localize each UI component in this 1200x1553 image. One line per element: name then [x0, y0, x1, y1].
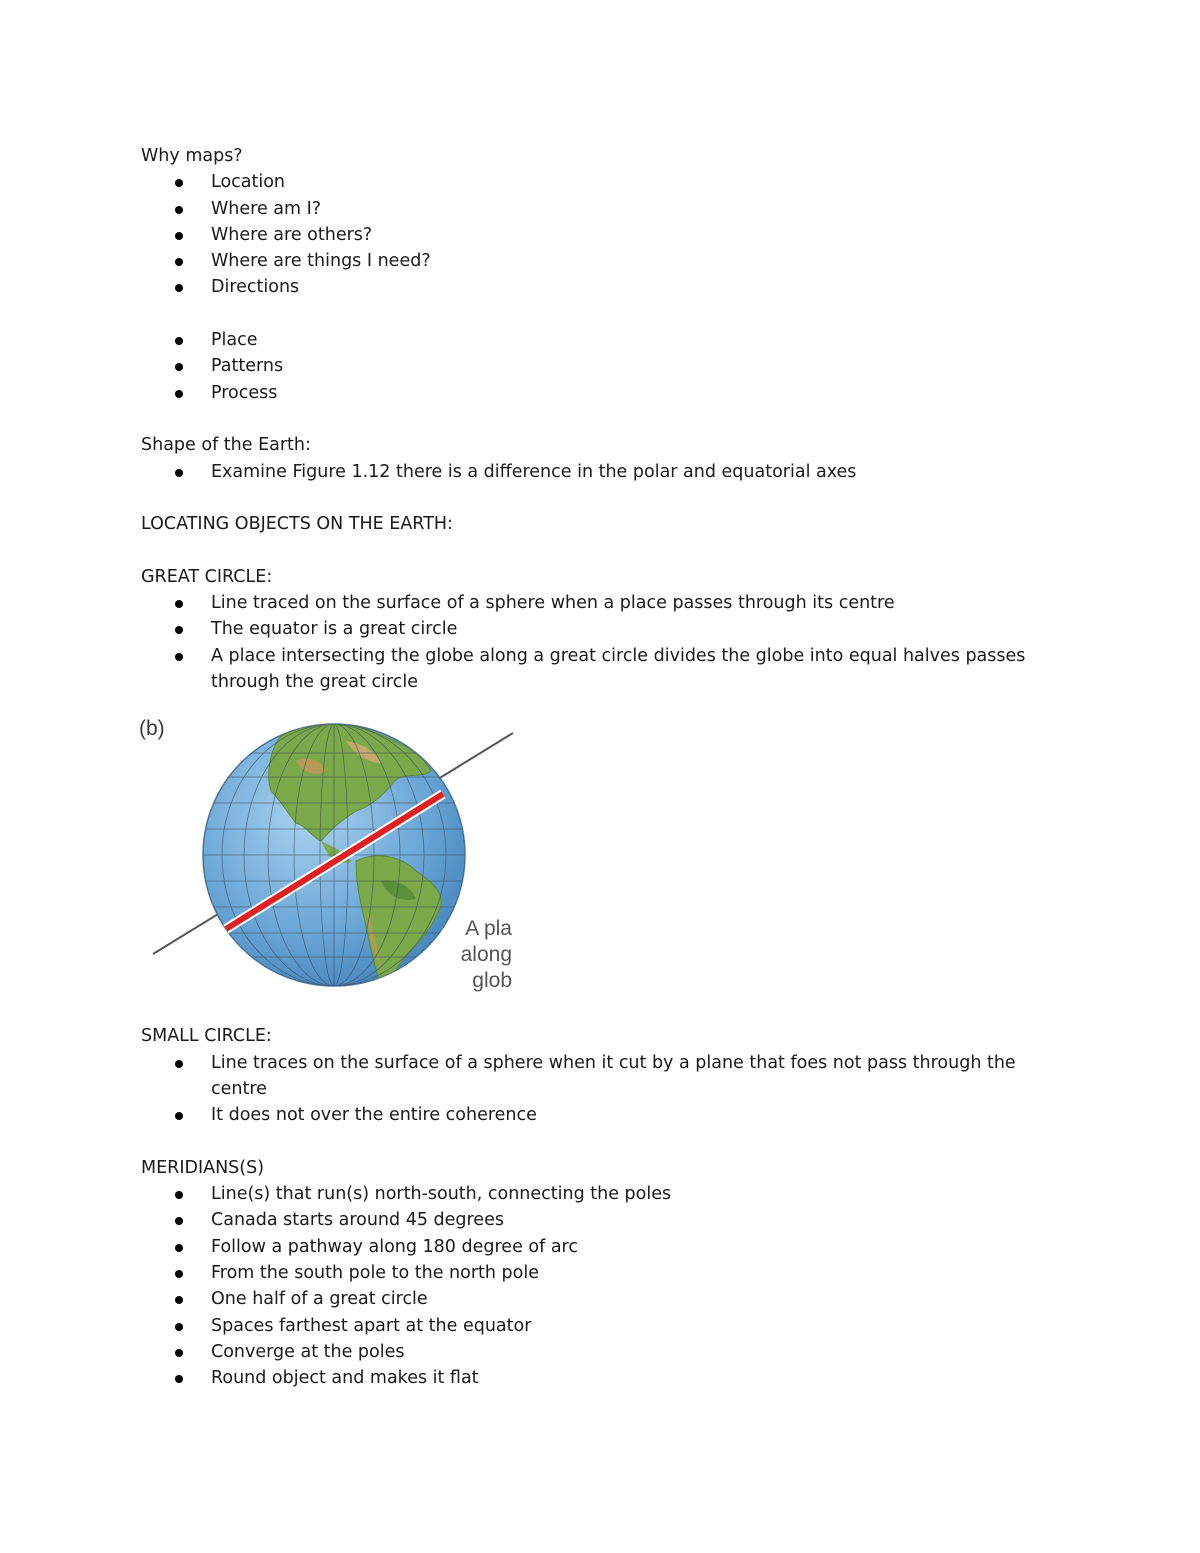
list-item: Spaces farthest apart at the equator: [141, 1313, 1041, 1339]
bullet-icon: [175, 1296, 183, 1304]
shape-heading: Shape of the Earth:: [141, 435, 311, 456]
list-item: Round object and makes it flat: [141, 1365, 1041, 1391]
bullet-icon: [175, 1112, 183, 1120]
document-page: [141, 143, 1041, 1391]
bullet-icon: [175, 1244, 183, 1252]
bullet-icon: [175, 284, 183, 292]
bullet-icon: [175, 179, 183, 187]
globe-figure: [131, 711, 531, 1001]
list-item: Examine Figure 1.12 there is a difference in the polar and equatorial axes: [141, 459, 1041, 485]
bullet-icon: [175, 1349, 183, 1357]
list-item: Location: [141, 169, 1041, 195]
shape-list: [141, 459, 1041, 485]
list-item: Line traces on the surface of a sphere when it cut by a plane that foes not pass through the centre: [141, 1050, 1041, 1103]
list-item: Where are others?: [141, 222, 1041, 248]
figure-label: (b): [139, 717, 165, 741]
why-maps-heading: Why maps?: [141, 146, 243, 166]
locating-heading: LOCATING OBJECTS ON THE EARTH:: [141, 514, 453, 535]
bullet-icon: [175, 337, 183, 345]
list-item: Converge at the poles: [141, 1339, 1041, 1365]
list-item: It does not over the entire coherence: [141, 1102, 1041, 1128]
bullet-icon: [175, 1217, 183, 1225]
bullet-icon: [175, 600, 183, 608]
meridians-heading: MERIDIANS(S): [141, 1157, 265, 1178]
list-item: A place intersecting the globe along a great circle divides the globe into equal halves passes through the great circle: [141, 643, 1041, 696]
list-item: Line(s) that run(s) north-south, connecting the poles: [141, 1181, 1041, 1207]
bullet-icon: [175, 469, 183, 477]
bullet-icon: [175, 1270, 183, 1278]
bullet-icon: [175, 390, 183, 398]
why-maps-list-2: [141, 327, 1041, 406]
bullet-icon: [175, 1323, 183, 1331]
list-item: One half of a great circle: [141, 1286, 1041, 1312]
list-item: Follow a pathway along 180 degree of arc: [141, 1234, 1041, 1260]
list-item: Where are things I need?: [141, 248, 1041, 274]
figure-caption: A pla along glob: [460, 917, 512, 993]
list-item: From the south pole to the north pole: [141, 1260, 1041, 1286]
list-item: The equator is a great circle: [141, 616, 1041, 642]
great-circle-list: [141, 590, 1041, 695]
bullet-icon: [175, 1060, 183, 1068]
list-item: Patterns: [141, 353, 1041, 379]
bullet-icon: [175, 258, 183, 266]
bullet-icon: [175, 363, 183, 371]
list-item: Where am I?: [141, 196, 1041, 222]
list-item: Canada starts around 45 degrees: [141, 1207, 1041, 1233]
list-item: Process: [141, 380, 1041, 406]
list-item: Line traced on the surface of a sphere when a place passes through its centre: [141, 590, 1041, 616]
small-circle-heading: SMALL CIRCLE:: [141, 1026, 272, 1047]
bullet-icon: [175, 1375, 183, 1383]
meridians-list: [141, 1181, 1041, 1391]
list-item: Place: [141, 327, 1041, 353]
bullet-icon: [175, 653, 183, 661]
bullet-icon: [175, 626, 183, 634]
bullet-icon: [175, 1191, 183, 1199]
bullet-icon: [175, 206, 183, 214]
bullet-icon: [175, 232, 183, 240]
list-item: Directions: [141, 274, 1041, 300]
why-maps-list-1: [141, 169, 1041, 300]
great-circle-heading: GREAT CIRCLE:: [141, 566, 273, 587]
small-circle-list: [141, 1050, 1041, 1129]
